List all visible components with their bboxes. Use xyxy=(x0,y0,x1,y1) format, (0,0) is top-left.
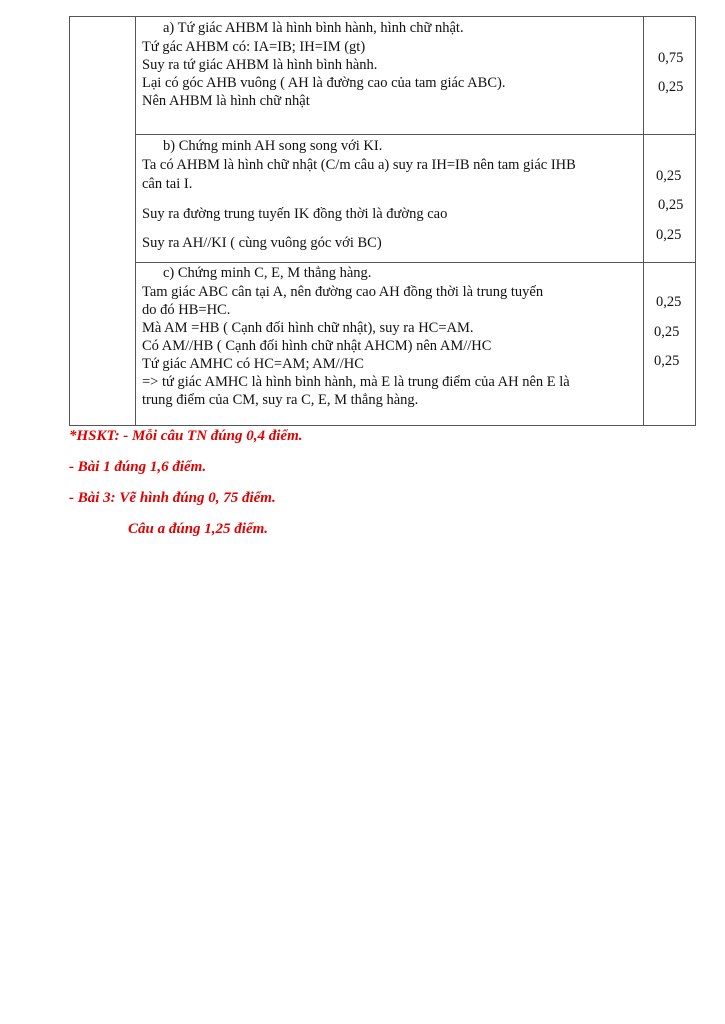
note-bai-1: - Bài 1 đúng 1,6 điểm. xyxy=(69,459,207,475)
part-a-line-3: Lại có góc AHB vuông ( AH là đường cao của tam giác ABC). xyxy=(142,75,506,91)
part-b-score-1: 0,25 xyxy=(656,168,682,184)
part-c-score-2: 0,25 xyxy=(654,324,680,340)
part-b-line-1: Ta có AHBM là hình chữ nhật (C/m câu a) suy ra IH=IB nên tam giác IHB xyxy=(142,157,576,173)
part-c-score-3: 0,25 xyxy=(654,353,680,369)
part-b-line-4: Suy ra AH//KI ( cùng vuông góc với BC) xyxy=(142,235,382,251)
part-a-line-2: Suy ra tứ giác AHBM là hình bình hành. xyxy=(142,57,378,73)
part-c-heading: c) Chứng minh C, E, M thẳng hàng. xyxy=(163,265,372,281)
part-c-line-1: Tam giác ABC cân tại A, nên đường cao AH đồng thời là trung tuyến xyxy=(142,284,544,300)
part-c-line-2: do đó HB=HC. xyxy=(142,302,231,318)
note-cau-a: Câu a đúng 1,25 điểm. xyxy=(128,521,269,537)
part-c-line-6: => tứ giác AMHC là hình bình hành, mà E là trung điểm của AH nên E là xyxy=(142,374,570,390)
part-b-line-2: cân tai I. xyxy=(142,176,193,192)
part-c-line-5: Tứ giác AMHC có HC=AM; AM//HC xyxy=(142,356,364,372)
part-a-score-1: 0,75 xyxy=(658,50,684,66)
part-a-line-4: Nên AHBM là hình chữ nhật xyxy=(142,93,310,109)
part-a-heading: a) Tứ giác AHBM là hình bình hành, hình chữ nhật. xyxy=(163,20,464,36)
part-c-score-1: 0,25 xyxy=(656,294,682,310)
part-c-line-7: trung điểm của CM, suy ra C, E, M thẳng hàng. xyxy=(142,392,419,408)
part-c-line-3: Mà AM =HB ( Cạnh đối hình chữ nhật), suy ra HC=AM. xyxy=(142,320,474,336)
part-b-line-3: Suy ra đường trung tuyến IK đồng thời là đường cao xyxy=(142,206,448,222)
grading-table xyxy=(69,16,696,426)
note-hskt: *HSKT: - Mỗi câu TN đúng 0,4 điểm. xyxy=(69,428,303,444)
part-b-heading: b) Chứng minh AH song song với KI. xyxy=(163,138,383,154)
part-a-line-1: Tứ gác AHBM có: IA=IB; IH=IM (gt) xyxy=(142,39,366,55)
part-b-score-2: 0,25 xyxy=(658,197,684,213)
row-divider-bc xyxy=(135,262,695,263)
note-bai-3: - Bài 3: Vẽ hình đúng 0, 75 điểm. xyxy=(69,490,276,506)
row-divider-ab xyxy=(135,134,695,135)
column-divider-left xyxy=(135,17,136,425)
part-c-line-4: Có AM//HB ( Cạnh đối hình chữ nhật AHCM) nên AM//HC xyxy=(142,338,492,354)
part-a-score-2: 0,25 xyxy=(658,79,684,95)
column-divider-right xyxy=(643,17,644,425)
part-b-score-3: 0,25 xyxy=(656,227,682,243)
